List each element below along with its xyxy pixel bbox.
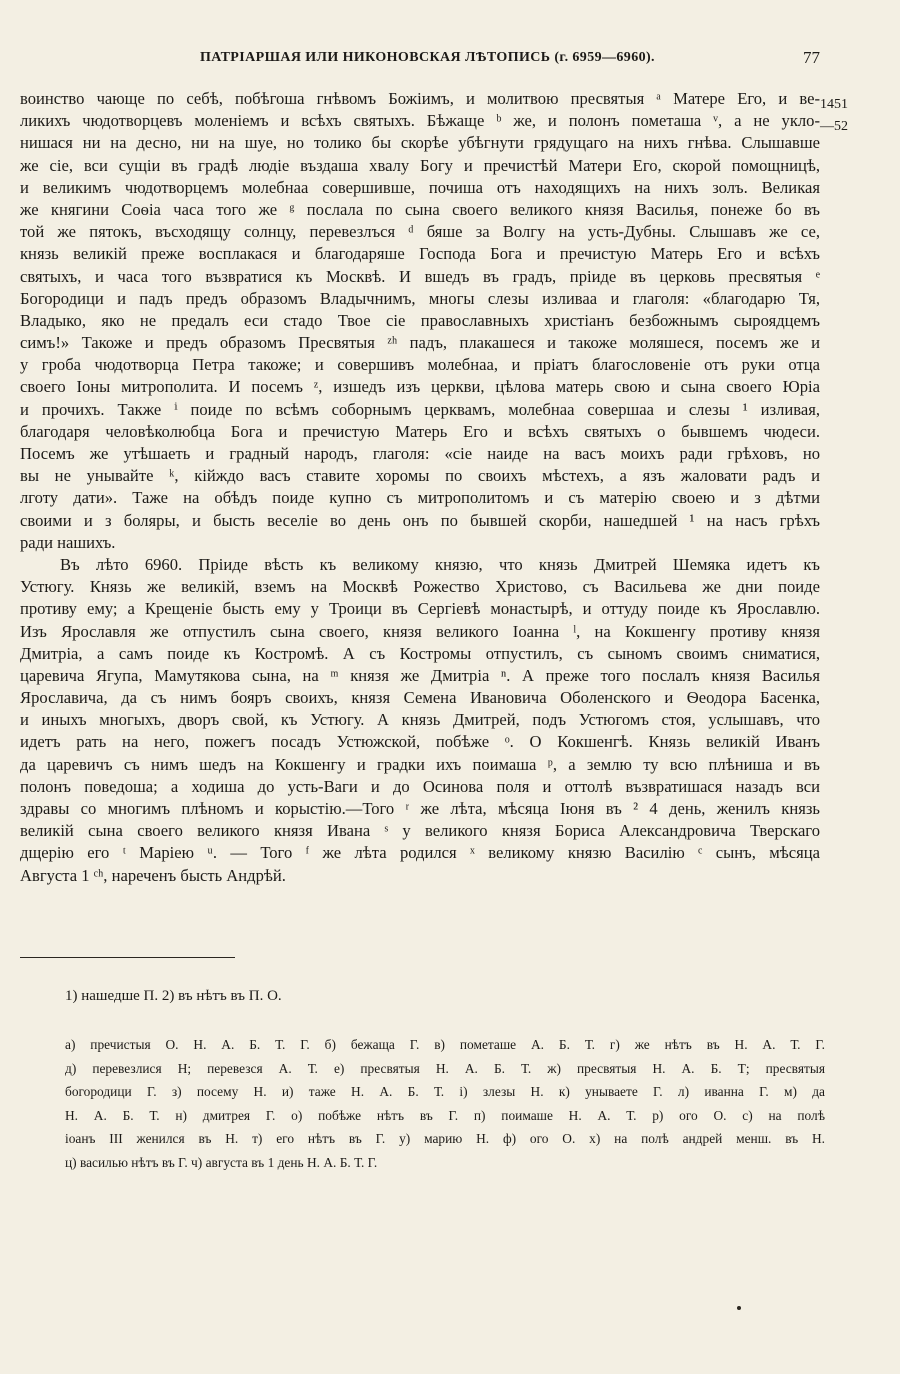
text-line: нишася ни на десно, ни на шуе, но толико бы скорѣе убѣгнути грядущаго на нихъ гнѣва. Слышавше: [20, 133, 820, 153]
text-line: царевича Ягупа, Мамутякова сына, на ᵐ князя же Дмитріа ⁿ. А преже того послалъ князя Василья: [20, 665, 820, 685]
text-line: симъ!» Такоже и предъ образомъ Пресвятыя ᶻʰ падъ, плакашеся и такоже моляшеся, посемъ же и: [20, 333, 820, 353]
margin-year-1: 1451: [820, 97, 848, 112]
lettered-footnotes: [65, 1033, 825, 1174]
text-line: противу ему; а Крещеніе бысть ему у Троици въ Сергіевѣ монастырѣ, и оттуду поиде къ Ярославлю.: [20, 599, 820, 619]
text-line: ликихъ чюдотворцевъ моленіемъ и всѣхъ святыхъ. Бѣжаще ᵇ же, и полонъ пометаша ᵛ, а не укло-: [20, 111, 820, 131]
numbered-footnotes: 1) нашедше П. 2) въ нѣтъ въ П. О.: [65, 988, 282, 1004]
footnote-line: д) перевезлися Н; перевезся А. Т. е) пресвятыя Н. А. Б. Т. ж) пресвятыя Н. А. Б. Т; пресвятыя: [65, 1060, 825, 1076]
text-line: своими и з боляры, и бысть веселіе во день онъ по бывшей скорби, нашедшей ¹ на насъ грѣхъ: [20, 510, 820, 530]
text-line: же сіе, вси сущіи въ градѣ людіе въздаша хвалу Богу и пречистѣй Матери Его, скорой помощницѣ,: [20, 155, 820, 175]
text-line: Дмитріа, а самъ поиде къ Костромѣ. А съ Костромы отпустилъ, съ сыномъ своимъ сниматися,: [20, 643, 820, 663]
text-line: идетъ рать на него, пожегъ посадъ Устюжской, побѣже ᵒ. О Кокшенгѣ. Князь великій Иванъ: [20, 732, 820, 752]
text-line: Богородици и падъ предъ образомъ Владычнимъ, многы слезы изливаа и глаголя: «благодарю Тя,: [20, 288, 820, 308]
text-line: Посемъ же утѣшаеть и градный народъ, глаголя: «сіе наиде на васъ моихъ ради грѣховъ, но: [20, 444, 820, 463]
footnote-line: богородици Г. з) посему Н. и) таже Н. А. Б. Т. і) злезы Н. к) унываете Г. л) иванна Г. м) да: [65, 1084, 825, 1099]
text-line: Изъ Ярославля же отпустилъ сына своего, князя великого Іоанна ˡ, на Кокшенгу противу князя: [20, 621, 820, 641]
text-line: дщерію его ᵗ Маріею ᵘ. — Того ᶠ же лѣта родился ˣ великому князю Василію ᶜ сынъ, мѣсяца: [20, 843, 820, 863]
page-header: [20, 48, 820, 74]
text-line: князь великій преже восплакася и благодаряше Господа Бога и пречистую Матерь Его и всѣхъ: [20, 244, 820, 264]
text-line: и великимъ чюдотворцемъ молебнаа совершивше, почиша отъ находящихъ на нихъ золъ. Великая: [20, 177, 820, 197]
running-title: ПАТРІАРШАЯ ИЛИ НИКОНОВСКАЯ ЛѢТОПИСЬ (г. 6959—6960).: [200, 50, 655, 65]
text-line: благодаря человѣколюбца Бога и пречистую Матерь Его и всѣхъ святыхъ о бывшемъ чюдеси.: [20, 421, 820, 441]
text-line: да царевичъ съ нимъ шедъ на Кокшенгу и градки ихъ поимаша ᵖ, а землю ту всю плѣниша и въ: [20, 754, 820, 774]
footnote-line: Н. А. Б. Т. н) дмитрея Г. о) побѣже нѣтъ въ Г. п) поимаше Н. А. Т. р) ого О. с) на полѣ: [65, 1107, 825, 1123]
page-number: 77: [803, 48, 820, 67]
text-line: Августа 1 ᶜʰ, нареченъ бысть Андрѣй.: [20, 865, 286, 885]
text-line: Устюгу. Князь же великій, вземъ на Москвѣ Рожество Христово, съ Васильева же дни поиде: [20, 577, 820, 597]
ink-speck: [737, 1306, 741, 1310]
footnote-line: ц) василью нѣтъ въ Г. ч) августа въ 1 день Н. А. Б. Т. Г.: [65, 1154, 378, 1170]
margin-year-2: —52: [820, 119, 848, 134]
text-line: лготу дати». Таже на обѣдъ поиде купно съ митрополитомъ и съ матерію своею и з дѣтми: [20, 488, 820, 508]
text-line: Въ лѣто 6960. Пріиде вѣсть къ великому князю, что князь Дмитрей Шемяка идетъ къ: [60, 554, 820, 574]
footnote-line: іоанъ III женился въ Н. т) его нѣтъ въ Г. у) марию Н. ф) ого О. х) на полѣ андрей менш. въ Н.: [65, 1131, 825, 1146]
text-line: ради нашихъ.: [20, 532, 116, 552]
footnote-divider: [20, 957, 235, 958]
main-text: [20, 88, 820, 887]
text-line: вы не унывайте ᵏ, кійждо васъ ставите хоромы по своихъ мѣстехъ, а язъ жаловати радъ и: [20, 466, 820, 486]
margin-years: [820, 94, 880, 138]
text-line: и иныхъ многыхъ, дворъ свой, къ Устюгу. А князь Дмитрей, подъ Устюгомъ стоя, услышавъ, что: [20, 710, 820, 730]
text-line: здравы со многимъ плѣномъ и корыстію.—Того ʳ же лѣта, мѣсяца Іюня въ ² 4 день, женилъ князь: [20, 799, 820, 818]
text-line: великій сына своего великого князя Ивана ˢ у великого князя Бориса Александровича Тверскаго: [20, 821, 820, 841]
text-line: Ярославича, да съ нимъ бояръ своихъ, князя Семена Ивановича Оболенского и Ѳеодора Басенка,: [20, 688, 820, 708]
text-line: той же пятокъ, въсходящу солнцу, перевезлъся ᵈ бяше за Волгу на усть-Дубны. Слышавъ же се,: [20, 222, 820, 242]
footnote-line: а) пречистыя О. Н. А. Б. Т. Г. б) бежаща Г. в) пометаше А. Б. Т. г) же нѣтъ въ Н. А. Т. Г.: [65, 1037, 825, 1052]
text-line: святыхъ, и часа того възвратися къ Москвѣ. И вшедъ въ градъ, пріиде въ церковь пресвятыя ᵉ: [20, 266, 820, 286]
text-line: у гроба чюдотворца Петра такоже; и совершивъ молебнаа, и пріатъ благословеніе отъ руки отца: [20, 355, 820, 375]
text-line: полонъ поведоша; а ходиша до усть-Ваги и до Осинова поля и оттолѣ възвратишася назадъ вси: [20, 776, 820, 796]
text-line: Владыко, яко не предалъ еси стадо Твое сіе православныхъ христіанъ безбожнымъ сыроядцемъ: [20, 310, 820, 330]
text-line: и прочихъ. Также ⁱ поиде по всѣмъ соборнымъ церквамъ, молебнаа совершаа и слезы ¹ изливая,: [20, 399, 820, 419]
text-line: же княгини Соѳіа часа того же ᵍ послала по сына своего великого князя Василья, понеже бо въ: [20, 199, 820, 219]
text-line: своего Іоны митрополита. И посемъ ᶻ, изшедъ изъ церкви, цѣлова матерь свою и сына своего Юріа: [20, 377, 820, 397]
text-line: воинство чающе по себѣ, побѣгоша гнѣвомъ Божіимъ, и молитвою пресвятыя ᵃ Матере Его, и ве-: [20, 89, 820, 108]
